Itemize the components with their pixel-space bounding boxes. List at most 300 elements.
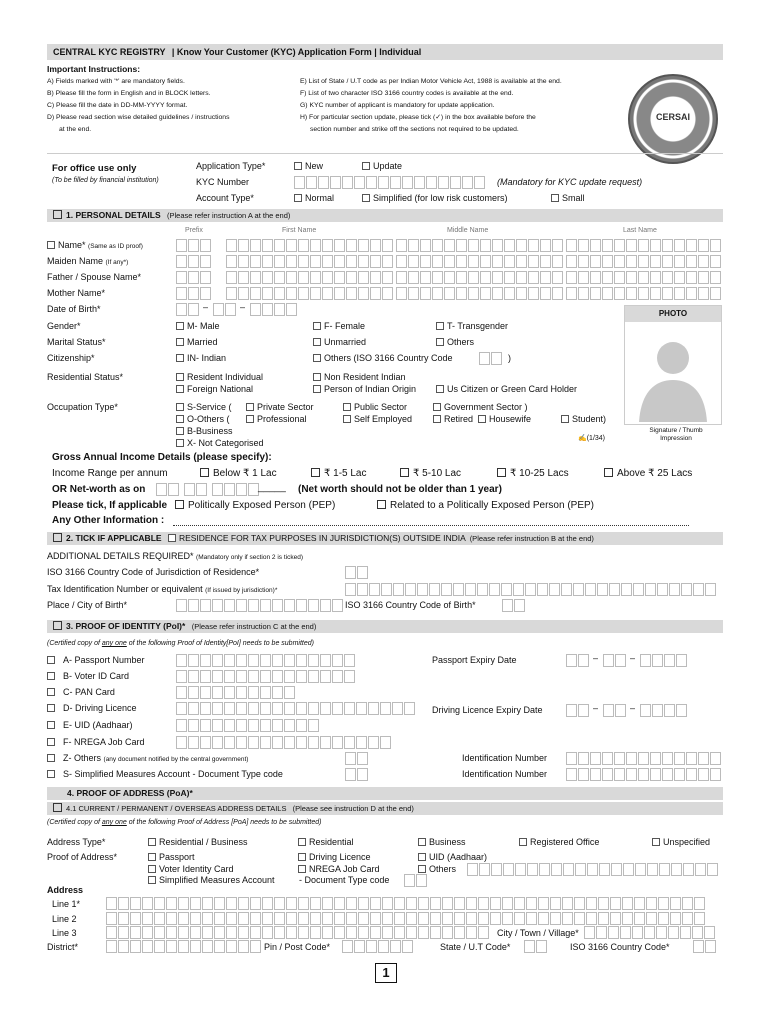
char-box[interactable] bbox=[274, 303, 285, 316]
char-box[interactable] bbox=[322, 255, 333, 268]
char-box[interactable] bbox=[212, 719, 223, 732]
char-box[interactable] bbox=[334, 926, 345, 939]
checkbox[interactable] bbox=[343, 415, 351, 423]
char-box[interactable] bbox=[274, 287, 285, 300]
char-box[interactable] bbox=[188, 702, 199, 715]
passport-expiry-day[interactable] bbox=[566, 654, 590, 667]
char-box[interactable] bbox=[444, 287, 455, 300]
char-box[interactable] bbox=[298, 271, 309, 284]
char-box[interactable] bbox=[698, 255, 709, 268]
char-box[interactable] bbox=[652, 704, 663, 717]
checkbox[interactable] bbox=[246, 415, 254, 423]
char-box[interactable] bbox=[659, 863, 670, 876]
char-box[interactable] bbox=[130, 897, 141, 910]
char-box[interactable] bbox=[670, 897, 681, 910]
person-of-indian-origin[interactable] bbox=[313, 384, 416, 394]
checkbox[interactable] bbox=[436, 385, 444, 393]
char-box[interactable] bbox=[682, 912, 693, 925]
char-box[interactable] bbox=[674, 255, 685, 268]
char-box[interactable] bbox=[574, 912, 585, 925]
char-box[interactable] bbox=[540, 287, 551, 300]
char-box[interactable] bbox=[444, 255, 455, 268]
char-box[interactable] bbox=[590, 239, 601, 252]
char-box[interactable] bbox=[118, 912, 129, 925]
char-box[interactable] bbox=[214, 940, 225, 953]
char-box[interactable] bbox=[479, 863, 490, 876]
char-box[interactable] bbox=[561, 583, 572, 596]
iso-jurisdiction-input[interactable] bbox=[345, 566, 369, 579]
char-box[interactable] bbox=[621, 583, 632, 596]
char-box[interactable] bbox=[224, 736, 235, 749]
checkbox[interactable] bbox=[148, 865, 156, 873]
char-box[interactable] bbox=[238, 255, 249, 268]
char-box[interactable] bbox=[262, 287, 273, 300]
char-box[interactable] bbox=[698, 752, 709, 765]
char-box[interactable] bbox=[226, 239, 237, 252]
char-box[interactable] bbox=[296, 702, 307, 715]
char-box[interactable] bbox=[236, 670, 247, 683]
char-box[interactable] bbox=[284, 670, 295, 683]
char-box[interactable] bbox=[634, 897, 645, 910]
char-box[interactable] bbox=[212, 483, 223, 496]
income-10-25-lacs[interactable] bbox=[497, 468, 569, 479]
char-box[interactable] bbox=[166, 912, 177, 925]
char-box[interactable] bbox=[370, 271, 381, 284]
char-box[interactable] bbox=[310, 897, 321, 910]
char-box[interactable] bbox=[662, 271, 673, 284]
char-box[interactable] bbox=[308, 702, 319, 715]
char-box[interactable] bbox=[602, 768, 613, 781]
poi-simplified[interactable] bbox=[47, 769, 283, 779]
char-box[interactable] bbox=[692, 926, 703, 939]
char-box[interactable] bbox=[320, 670, 331, 683]
char-box[interactable] bbox=[154, 912, 165, 925]
char-box[interactable] bbox=[358, 255, 369, 268]
char-box[interactable] bbox=[200, 702, 211, 715]
char-box[interactable] bbox=[382, 255, 393, 268]
char-box[interactable] bbox=[272, 719, 283, 732]
char-box[interactable] bbox=[334, 897, 345, 910]
poi-nrega[interactable] bbox=[47, 737, 145, 747]
checkbox[interactable] bbox=[604, 468, 613, 477]
char-box[interactable] bbox=[370, 239, 381, 252]
marital-unmarried[interactable] bbox=[313, 337, 366, 347]
char-box[interactable] bbox=[664, 654, 675, 667]
char-box[interactable] bbox=[430, 912, 441, 925]
char-box[interactable] bbox=[381, 583, 392, 596]
char-box[interactable] bbox=[332, 702, 343, 715]
char-box[interactable] bbox=[540, 255, 551, 268]
char-box[interactable] bbox=[260, 719, 271, 732]
char-box[interactable] bbox=[296, 670, 307, 683]
char-box[interactable] bbox=[596, 926, 607, 939]
dl-expiry-day[interactable] bbox=[566, 704, 590, 717]
char-box[interactable] bbox=[710, 255, 721, 268]
char-box[interactable] bbox=[142, 912, 153, 925]
char-box[interactable] bbox=[514, 897, 525, 910]
char-box[interactable] bbox=[346, 912, 357, 925]
char-box[interactable] bbox=[442, 926, 453, 939]
checkbox[interactable] bbox=[294, 162, 302, 170]
char-box[interactable] bbox=[212, 599, 223, 612]
char-box[interactable] bbox=[682, 897, 693, 910]
char-box[interactable] bbox=[378, 176, 389, 189]
char-box[interactable] bbox=[694, 897, 705, 910]
char-box[interactable] bbox=[248, 719, 259, 732]
driving-licence-input[interactable] bbox=[176, 702, 416, 715]
char-box[interactable] bbox=[356, 736, 367, 749]
poi-uid[interactable] bbox=[47, 720, 133, 730]
char-box[interactable] bbox=[248, 654, 259, 667]
char-box[interactable] bbox=[693, 940, 704, 953]
iso-birth-input[interactable] bbox=[502, 599, 526, 612]
char-box[interactable] bbox=[650, 287, 661, 300]
char-box[interactable] bbox=[200, 670, 211, 683]
char-box[interactable] bbox=[106, 897, 117, 910]
uid-input[interactable] bbox=[176, 719, 320, 732]
char-box[interactable] bbox=[306, 176, 317, 189]
poi-driving-licence[interactable] bbox=[47, 703, 137, 713]
char-box[interactable] bbox=[284, 599, 295, 612]
char-box[interactable] bbox=[368, 702, 379, 715]
char-box[interactable] bbox=[566, 239, 577, 252]
char-box[interactable] bbox=[382, 271, 393, 284]
char-box[interactable] bbox=[238, 271, 249, 284]
name-prefix-input[interactable] bbox=[176, 239, 212, 252]
father-last-input[interactable] bbox=[566, 271, 722, 284]
char-box[interactable] bbox=[480, 239, 491, 252]
char-box[interactable] bbox=[202, 897, 213, 910]
char-box[interactable] bbox=[396, 287, 407, 300]
checkbox[interactable] bbox=[418, 838, 426, 846]
pep-option[interactable] bbox=[175, 500, 335, 511]
char-box[interactable] bbox=[272, 654, 283, 667]
address-line2-input[interactable] bbox=[106, 912, 706, 925]
char-box[interactable] bbox=[620, 926, 631, 939]
char-box[interactable] bbox=[668, 926, 679, 939]
char-box[interactable] bbox=[188, 654, 199, 667]
char-box[interactable] bbox=[130, 940, 141, 953]
networth-month-input[interactable] bbox=[184, 483, 208, 496]
char-box[interactable] bbox=[514, 599, 525, 612]
char-box[interactable] bbox=[188, 239, 199, 252]
char-box[interactable] bbox=[656, 926, 667, 939]
char-box[interactable] bbox=[516, 287, 527, 300]
char-box[interactable] bbox=[236, 599, 247, 612]
char-box[interactable] bbox=[590, 287, 601, 300]
city-input[interactable] bbox=[584, 926, 716, 939]
occupation-not-categorised[interactable] bbox=[176, 438, 264, 448]
poa-uid[interactable] bbox=[418, 852, 487, 862]
poi-voter-id[interactable] bbox=[47, 671, 129, 681]
char-box[interactable] bbox=[308, 736, 319, 749]
char-box[interactable] bbox=[566, 271, 577, 284]
char-box[interactable] bbox=[456, 239, 467, 252]
addr-type-registered-office[interactable] bbox=[519, 837, 599, 847]
char-box[interactable] bbox=[652, 654, 663, 667]
char-box[interactable] bbox=[662, 239, 673, 252]
checkbox[interactable] bbox=[652, 838, 660, 846]
char-box[interactable] bbox=[322, 912, 333, 925]
checkbox[interactable] bbox=[176, 415, 184, 423]
char-box[interactable] bbox=[528, 239, 539, 252]
char-box[interactable] bbox=[590, 271, 601, 284]
occupation-government[interactable] bbox=[433, 402, 528, 412]
char-box[interactable] bbox=[504, 287, 515, 300]
char-box[interactable] bbox=[166, 897, 177, 910]
char-box[interactable] bbox=[644, 926, 655, 939]
char-box[interactable] bbox=[441, 583, 452, 596]
char-box[interactable] bbox=[578, 752, 589, 765]
char-box[interactable] bbox=[358, 912, 369, 925]
char-box[interactable] bbox=[683, 863, 694, 876]
checkbox[interactable] bbox=[298, 865, 306, 873]
char-box[interactable] bbox=[646, 912, 657, 925]
char-box[interactable] bbox=[188, 719, 199, 732]
char-box[interactable] bbox=[491, 352, 502, 365]
char-box[interactable] bbox=[504, 239, 515, 252]
occupation-others[interactable] bbox=[176, 414, 230, 424]
char-box[interactable] bbox=[344, 702, 355, 715]
char-box[interactable] bbox=[623, 863, 634, 876]
char-box[interactable] bbox=[504, 255, 515, 268]
section-checkbox[interactable] bbox=[53, 210, 62, 219]
char-box[interactable] bbox=[200, 239, 211, 252]
char-box[interactable] bbox=[344, 670, 355, 683]
others-code-input[interactable] bbox=[345, 752, 369, 765]
char-box[interactable] bbox=[524, 940, 535, 953]
char-box[interactable] bbox=[368, 736, 379, 749]
char-box[interactable] bbox=[638, 287, 649, 300]
char-box[interactable] bbox=[563, 863, 574, 876]
char-box[interactable] bbox=[310, 287, 321, 300]
account-type-simplified[interactable] bbox=[362, 193, 508, 203]
char-box[interactable] bbox=[346, 926, 357, 939]
non-resident-indian[interactable] bbox=[313, 372, 406, 382]
char-box[interactable] bbox=[638, 271, 649, 284]
char-box[interactable] bbox=[390, 176, 401, 189]
char-box[interactable] bbox=[710, 752, 721, 765]
char-box[interactable] bbox=[503, 863, 514, 876]
char-box[interactable] bbox=[176, 271, 187, 284]
char-box[interactable] bbox=[450, 176, 461, 189]
char-box[interactable] bbox=[638, 768, 649, 781]
checkbox[interactable] bbox=[377, 500, 386, 509]
char-box[interactable] bbox=[710, 287, 721, 300]
char-box[interactable] bbox=[468, 239, 479, 252]
char-box[interactable] bbox=[224, 670, 235, 683]
char-box[interactable] bbox=[671, 863, 682, 876]
char-box[interactable] bbox=[262, 926, 273, 939]
char-box[interactable] bbox=[296, 719, 307, 732]
checkbox[interactable] bbox=[478, 415, 486, 423]
char-box[interactable] bbox=[640, 704, 651, 717]
section-checkbox[interactable] bbox=[53, 533, 62, 542]
char-box[interactable] bbox=[502, 599, 513, 612]
char-box[interactable] bbox=[478, 926, 489, 939]
char-box[interactable] bbox=[142, 926, 153, 939]
char-box[interactable] bbox=[416, 874, 427, 887]
char-box[interactable] bbox=[370, 897, 381, 910]
char-box[interactable] bbox=[444, 271, 455, 284]
char-box[interactable] bbox=[272, 599, 283, 612]
char-box[interactable] bbox=[262, 255, 273, 268]
char-box[interactable] bbox=[650, 271, 661, 284]
char-box[interactable] bbox=[212, 686, 223, 699]
checkbox[interactable] bbox=[176, 403, 184, 411]
identification-number-input[interactable] bbox=[566, 752, 722, 765]
char-box[interactable] bbox=[286, 912, 297, 925]
char-box[interactable] bbox=[626, 255, 637, 268]
char-box[interactable] bbox=[274, 912, 285, 925]
char-box[interactable] bbox=[106, 912, 117, 925]
addr-type-residential[interactable] bbox=[298, 837, 354, 847]
char-box[interactable] bbox=[466, 926, 477, 939]
occupation-business[interactable] bbox=[176, 426, 233, 436]
citizenship-others[interactable] bbox=[313, 353, 453, 363]
tax-residence-checkbox[interactable] bbox=[168, 534, 176, 542]
addr-type-business[interactable] bbox=[418, 837, 466, 847]
char-box[interactable] bbox=[262, 271, 273, 284]
char-box[interactable] bbox=[226, 940, 237, 953]
char-box[interactable] bbox=[390, 940, 401, 953]
income-1-5-lac[interactable] bbox=[311, 468, 367, 479]
father-first-input[interactable] bbox=[226, 271, 394, 284]
checkbox[interactable] bbox=[47, 688, 55, 696]
char-box[interactable] bbox=[406, 926, 417, 939]
char-box[interactable] bbox=[200, 287, 211, 300]
char-box[interactable] bbox=[322, 271, 333, 284]
char-box[interactable] bbox=[284, 736, 295, 749]
char-box[interactable] bbox=[420, 287, 431, 300]
pin-input[interactable] bbox=[342, 940, 414, 953]
char-box[interactable] bbox=[298, 912, 309, 925]
char-box[interactable] bbox=[224, 599, 235, 612]
checkbox[interactable] bbox=[47, 738, 55, 746]
char-box[interactable] bbox=[260, 654, 271, 667]
resident-individual[interactable] bbox=[176, 372, 263, 382]
char-box[interactable] bbox=[438, 176, 449, 189]
dob-day-input[interactable] bbox=[176, 303, 200, 316]
district-input[interactable] bbox=[106, 940, 262, 953]
application-type-update[interactable] bbox=[362, 161, 402, 171]
char-box[interactable] bbox=[382, 287, 393, 300]
char-box[interactable] bbox=[432, 255, 443, 268]
char-box[interactable] bbox=[176, 670, 187, 683]
char-box[interactable] bbox=[212, 736, 223, 749]
char-box[interactable] bbox=[394, 897, 405, 910]
char-box[interactable] bbox=[468, 255, 479, 268]
checkbox[interactable] bbox=[362, 162, 370, 170]
char-box[interactable] bbox=[250, 303, 261, 316]
char-box[interactable] bbox=[354, 940, 365, 953]
gender-transgender[interactable] bbox=[436, 321, 508, 331]
section-checkbox[interactable] bbox=[53, 803, 62, 812]
char-box[interactable] bbox=[334, 271, 345, 284]
char-box[interactable] bbox=[358, 287, 369, 300]
char-box[interactable] bbox=[260, 702, 271, 715]
char-box[interactable] bbox=[610, 897, 621, 910]
char-box[interactable] bbox=[705, 940, 716, 953]
char-box[interactable] bbox=[615, 654, 626, 667]
char-box[interactable] bbox=[238, 239, 249, 252]
char-box[interactable] bbox=[540, 239, 551, 252]
char-box[interactable] bbox=[250, 255, 261, 268]
char-box[interactable] bbox=[584, 926, 595, 939]
char-box[interactable] bbox=[320, 599, 331, 612]
char-box[interactable] bbox=[380, 736, 391, 749]
checkbox[interactable] bbox=[47, 672, 55, 680]
char-box[interactable] bbox=[308, 599, 319, 612]
char-box[interactable] bbox=[310, 926, 321, 939]
char-box[interactable] bbox=[526, 912, 537, 925]
char-box[interactable] bbox=[308, 719, 319, 732]
char-box[interactable] bbox=[490, 897, 501, 910]
dob-month-input[interactable] bbox=[213, 303, 237, 316]
char-box[interactable] bbox=[357, 752, 368, 765]
char-box[interactable] bbox=[513, 583, 524, 596]
char-box[interactable] bbox=[552, 255, 563, 268]
char-box[interactable] bbox=[480, 271, 491, 284]
char-box[interactable] bbox=[686, 752, 697, 765]
occupation-self-employed[interactable] bbox=[343, 414, 412, 424]
maiden-first-input[interactable] bbox=[226, 255, 394, 268]
char-box[interactable] bbox=[501, 583, 512, 596]
char-box[interactable] bbox=[676, 654, 687, 667]
char-box[interactable] bbox=[599, 863, 610, 876]
char-box[interactable] bbox=[322, 287, 333, 300]
char-box[interactable] bbox=[454, 912, 465, 925]
char-box[interactable] bbox=[418, 926, 429, 939]
checkbox[interactable] bbox=[176, 354, 184, 362]
char-box[interactable] bbox=[614, 255, 625, 268]
char-box[interactable] bbox=[168, 483, 179, 496]
char-box[interactable] bbox=[298, 926, 309, 939]
occupation-student[interactable] bbox=[561, 414, 606, 424]
char-box[interactable] bbox=[456, 271, 467, 284]
char-box[interactable] bbox=[611, 863, 622, 876]
place-of-birth-input[interactable] bbox=[176, 599, 344, 612]
char-box[interactable] bbox=[462, 176, 473, 189]
char-box[interactable] bbox=[430, 897, 441, 910]
char-box[interactable] bbox=[212, 702, 223, 715]
char-box[interactable] bbox=[238, 940, 249, 953]
char-box[interactable] bbox=[432, 271, 443, 284]
char-box[interactable] bbox=[566, 654, 577, 667]
char-box[interactable] bbox=[344, 654, 355, 667]
char-box[interactable] bbox=[527, 863, 538, 876]
char-box[interactable] bbox=[574, 897, 585, 910]
char-box[interactable] bbox=[346, 255, 357, 268]
checkbox[interactable] bbox=[47, 241, 55, 249]
char-box[interactable] bbox=[188, 271, 199, 284]
char-box[interactable] bbox=[456, 255, 467, 268]
char-box[interactable] bbox=[274, 897, 285, 910]
char-box[interactable] bbox=[118, 897, 129, 910]
char-box[interactable] bbox=[298, 239, 309, 252]
char-box[interactable] bbox=[358, 897, 369, 910]
char-box[interactable] bbox=[705, 583, 716, 596]
char-box[interactable] bbox=[602, 255, 613, 268]
char-box[interactable] bbox=[657, 583, 668, 596]
char-box[interactable] bbox=[578, 704, 589, 717]
char-box[interactable] bbox=[322, 897, 333, 910]
maiden-middle-input[interactable] bbox=[396, 255, 564, 268]
char-box[interactable] bbox=[602, 287, 613, 300]
char-box[interactable] bbox=[358, 271, 369, 284]
char-box[interactable] bbox=[200, 654, 211, 667]
char-box[interactable] bbox=[366, 176, 377, 189]
